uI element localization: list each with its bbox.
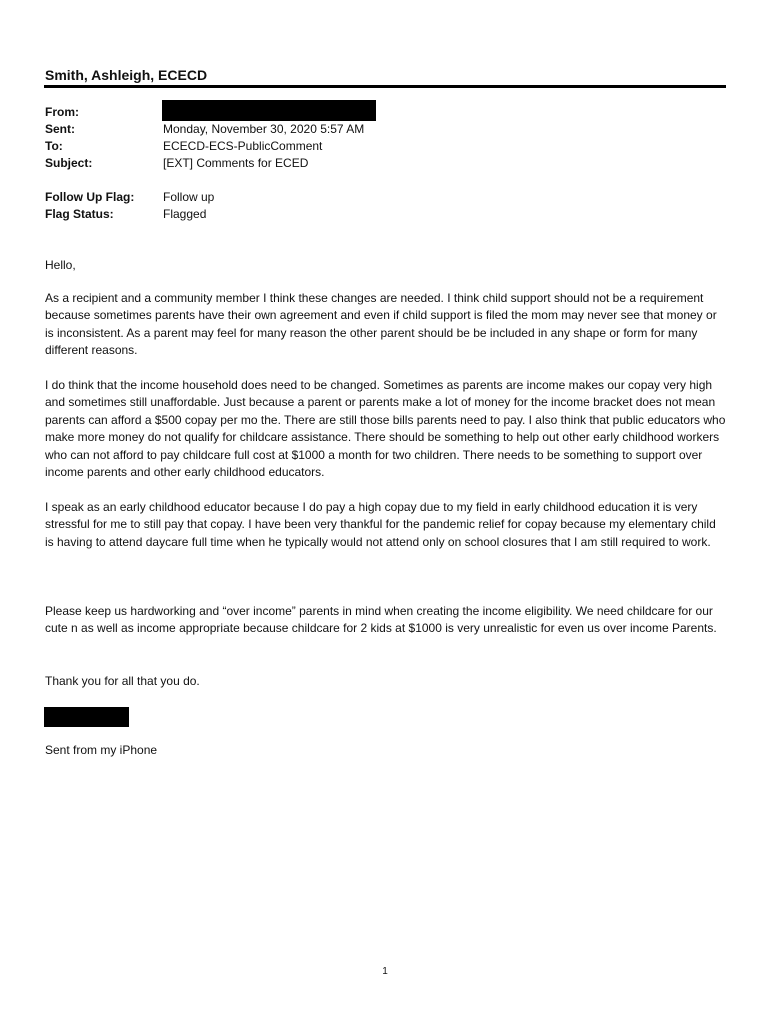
followup-value: Follow up (163, 190, 215, 204)
subject-label: Subject: (45, 156, 93, 170)
paragraph-1 (45, 290, 727, 360)
flagstatus-value: Flagged (163, 207, 207, 221)
paragraph-3 (45, 499, 727, 551)
signoff-text: Sent from my iPhone (45, 743, 158, 757)
signoff (45, 742, 727, 759)
paragraph-2-text: I do think that the income household does need to be changed. Sometimes as parents are income makes our copay very high and sometimes still unaffordable. Just because a parent or parents make a lot of money for the income bracket does not mean parents can afford a $500 copay per mo the. There are still those bills parents need to pay. I also think that public educators who make more money do not qualify for childcare assistance. There should be something to help out other early childhood workers who can not afford to pay childcare full cost at $1000 a month for two children. There needs to be something to support over income parents and other early childhood educators. (45, 378, 726, 480)
followup-label: Follow Up Flag: (45, 190, 135, 204)
mailbox-owner-name: Smith, Ashleigh, ECECD (45, 67, 208, 83)
from-label: From: (45, 105, 79, 119)
subject-value: [EXT] Comments for ECED (163, 156, 309, 170)
paragraph-1-text: As a recipient and a community member I think these changes are needed. I think child support should not be a requirement because sometimes parents have their own agreement and even if child support is filed the mom may never see that money or is inconsistent. As a parent may feel for many reason the other parent should be be included in any shape or form for many different reasons. (45, 291, 717, 358)
paragraph-4 (45, 603, 727, 638)
to-label: To: (45, 139, 63, 153)
sent-value: Monday, November 30, 2020 5:57 AM (163, 122, 365, 136)
flagstatus-label: Flag Status: (45, 207, 114, 221)
redacted-sender (162, 100, 376, 121)
paragraph-5 (45, 673, 727, 690)
redacted-signature (44, 707, 129, 727)
paragraph-4-text: Please keep us hardworking and “over income” parents in mind when creating the income eligibility. We need childcare for our cute n as well as income appropriate because childcare for 2 kids at $1000 is very unrealistic for even us over income Parents. (45, 604, 717, 636)
paragraph-2 (45, 377, 727, 481)
header-divider (44, 85, 726, 88)
sent-label: Sent: (45, 122, 75, 136)
paragraph-3-text: I speak as an early childhood educator because I do pay a high copay due to my field in early childhood education it is very stressful for me to still pay that copay. I have been very thankful for the pandemic relief for copay because my elementary child is having to attend daycare full time when he typically would not attend only on school closures that I am still required to work. (45, 500, 716, 549)
to-value: ECECD-ECS-PublicComment (163, 139, 323, 153)
greeting-text: Hello, (45, 258, 76, 272)
page-number: 1 (382, 966, 388, 977)
greeting (45, 257, 727, 274)
paragraph-5-text: Thank you for all that you do. (45, 674, 200, 688)
